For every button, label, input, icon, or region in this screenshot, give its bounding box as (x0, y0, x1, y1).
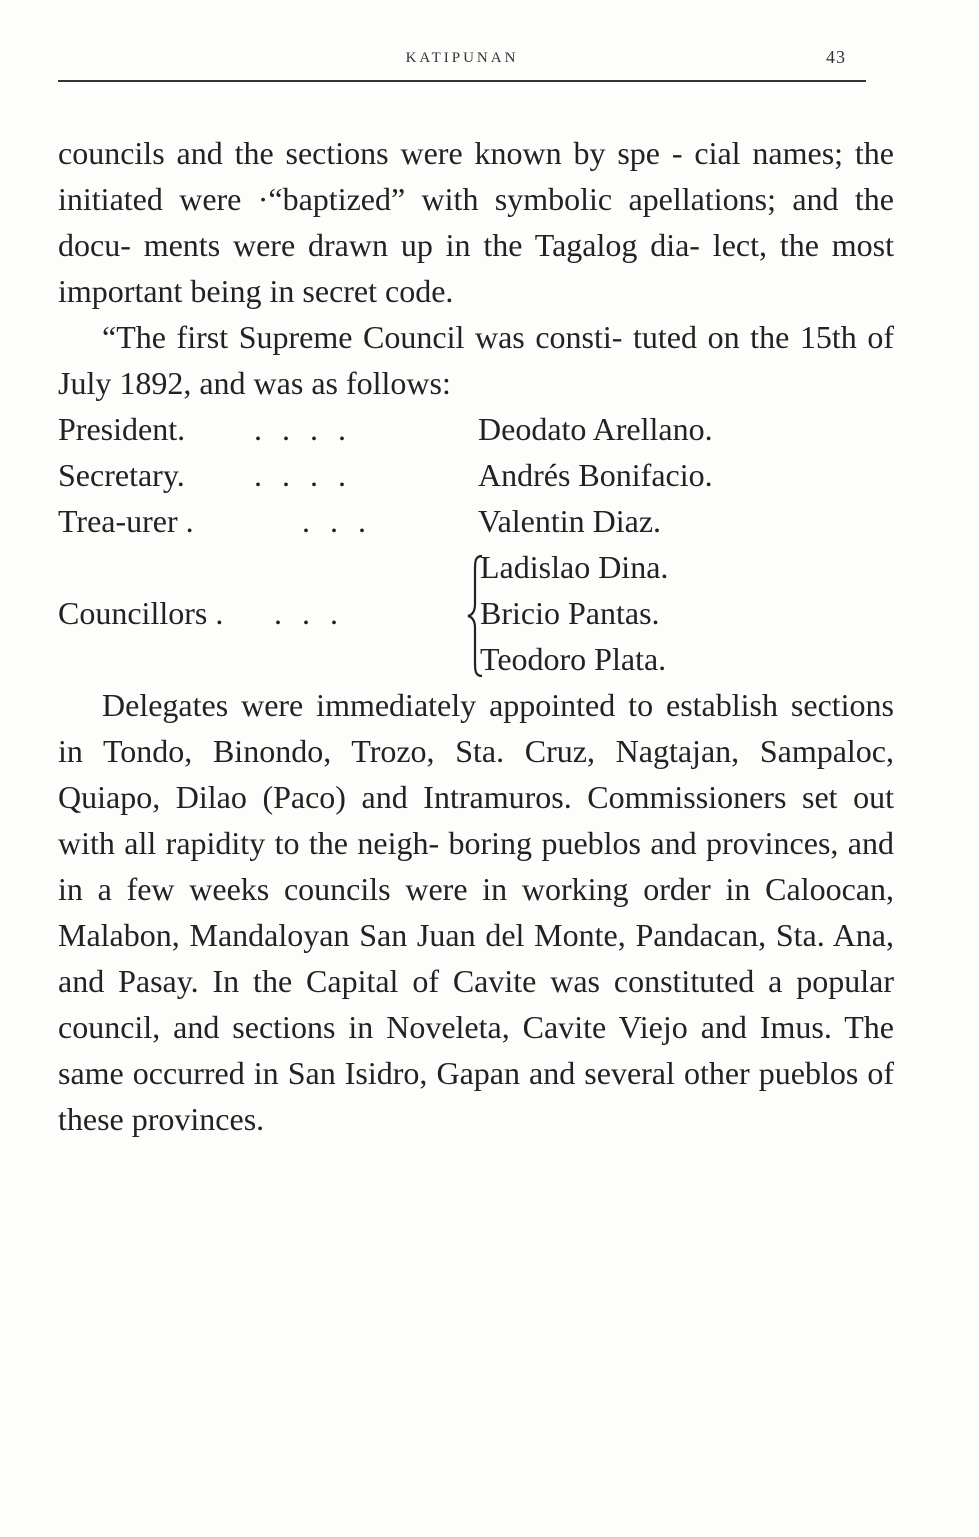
leaders-secretary: . . . . (254, 457, 352, 493)
header-rule (58, 80, 866, 82)
holder-president: Deodato Arellano. (478, 411, 713, 447)
office-councillors: Councillors . (58, 595, 224, 631)
holder-treasurer: Valentin Diaz. (478, 503, 662, 539)
councillor-name: Bricio Pantas. (480, 595, 660, 631)
paragraph-councils: councils and the sections were known by spe - cial names; the initiated were ·“baptized” with symbolic apellations; and the docu- ments were drawn up in the Tagalog dia- lect, the most important being in secret code. (58, 135, 894, 309)
page-number: 43 (826, 47, 846, 67)
roster-row-treasurer (58, 498, 894, 544)
office-secretary: Secretary. (58, 457, 185, 493)
paragraph-supreme-council: “The first Supreme Council was consti- tuted on the 15th of July 1892, and was as follows: (58, 319, 894, 401)
roster-row-councillors (58, 544, 894, 682)
roster-row-secretary (58, 452, 894, 498)
leaders-treasurer: . . . (302, 503, 372, 539)
body-text (58, 130, 894, 1142)
office-treasurer: Trea-urer . (58, 503, 194, 539)
paragraph-delegates: Delegates were immediately appointed to establish sections in Tondo, Binondo, Trozo, Sta. Cruz, Nagtajan, Sampaloc, Quiapo, Dilao (Paco) and Intramuros. Commissioners set out with all rapidity to the neigh- boring pueblos and provinces, and in a few weeks councils were in working order in Caloocan, Malabon, Mandaloyan San Juan del Monte, Pandacan, Sta. Ana, and Pasay. In the Capital of Cavite was constituted a popular council, and sections in Noveleta, Cavite Viejo and Imus. The same occurred in San Isidro, Gapan and several other pueblos of these provinces. (58, 687, 894, 1137)
leaders-councillors: . . . (274, 595, 344, 631)
leaders-president: . . . . (254, 411, 352, 447)
holder-secretary: Andrés Bonifacio. (478, 457, 713, 493)
councillor-names (480, 544, 668, 682)
council-roster (58, 406, 894, 682)
office-president: President. (58, 411, 186, 447)
page-header (58, 44, 866, 92)
councillor-name: Ladislao Dina. (480, 549, 669, 585)
roster-row-president (58, 406, 894, 452)
councillor-name: Teodoro Plata. (480, 641, 667, 677)
running-head: KATIPUNAN (405, 50, 519, 66)
